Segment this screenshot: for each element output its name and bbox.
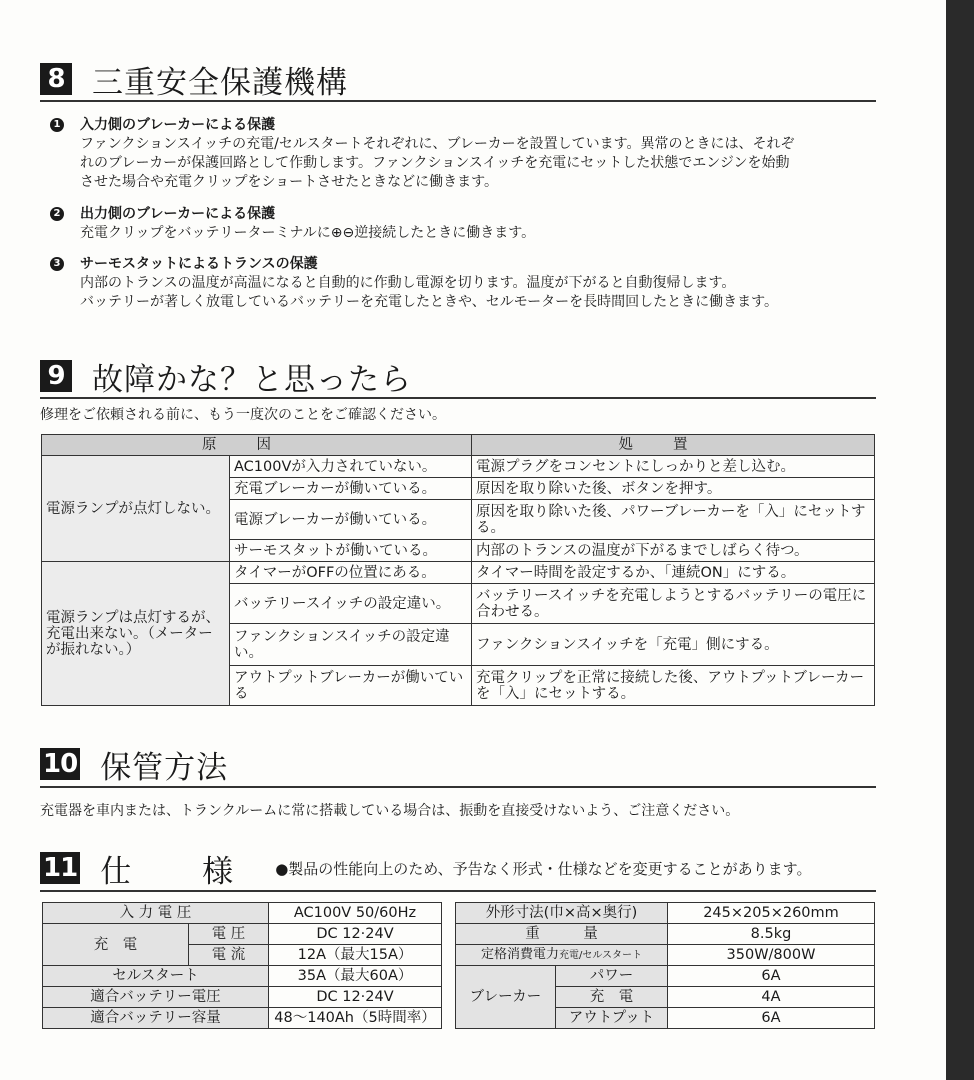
table-row [456,903,875,924]
remedy-cell: 電源プラグをコンセントにしっかりと差し込む。 [472,456,875,478]
table-row [43,903,442,924]
remedy-cell: 原因を取り除いた後、ボタンを押す。 [472,478,875,500]
section-10-header [40,742,876,788]
spec-value: 35A（最大60A） [269,966,442,987]
cause-cell: バッテリースイッチの設定違い。 [230,584,472,624]
spec-label: アウトプット [556,1008,668,1029]
section-title: 三重安全保護機構 [92,64,348,101]
spec-value: DC 12·24V [269,987,442,1008]
power-label-charge: 充電 [558,949,579,961]
spec-label: 電 流 [189,945,269,966]
header-cause: 原因 [42,435,472,456]
spec-table-right [455,902,875,1029]
item-line: ファンクションスイッチの充電/セルスタートそれぞれに、ブレーカーを設置しています。異常のときには、それぞ [80,136,795,152]
item-heading: 入力側のブレーカーによる保護 [80,117,276,133]
power-label-cell: セルスタート [582,949,643,961]
item-line: 内部のトランスの温度が高温になると自動的に作動し電源を切ります。温度が下がると自動復帰します。 [80,275,736,291]
spec-value: 6A [668,1008,875,1029]
cause-cell: 充電ブレーカーが働いている。 [230,478,472,500]
spec-value: 12A（最大15A） [269,945,442,966]
spec-label: 重 量 [456,924,668,945]
spec-label: 定格消費電力充電/セルスタート [456,945,668,966]
spec-label: 充 電 [43,924,189,966]
troubleshoot-intro: 修理をご依頼される前に、もう一度次のことをご確認ください。 [40,407,446,423]
number-bullet: 1 [50,118,64,132]
spec-value: 8.5kg [668,924,875,945]
section-8-header [40,58,876,102]
table-row [43,1008,442,1029]
table-row [456,945,875,966]
item-line: れのブレーカーが保護回路として作動します。ファンクションスイッチを充電にセットした状態でエンジンを始動 [80,155,790,171]
section-number: 10 [40,748,80,780]
remedy-cell: バッテリースイッチを充電しようとするバッテリーの電圧に合わせる。 [472,584,875,624]
section-number: 8 [40,63,72,95]
table-row [43,924,442,945]
spec-label: 適合バッテリー容量 [43,1008,269,1029]
spec-label: ブレーカー [456,966,556,1029]
cause-cell: AC100Vが入力されていない。 [230,456,472,478]
spec-label: 外形寸法(巾×高×奥行) [456,903,668,924]
cause-cell: タイマーがOFFの位置にある。 [230,562,472,584]
spec-value: 4A [668,987,875,1008]
number-bullet: 2 [50,207,64,221]
cause-cell: サーモスタットが働いている。 [230,540,472,562]
section-title: 保管方法 [100,749,229,786]
cause-cell: ファンクションスイッチの設定違い。 [230,624,472,666]
section-number: 11 [40,852,80,884]
spec-value: 245×205×260mm [668,903,875,924]
spec-value: 6A [668,966,875,987]
remedy-cell: 原因を取り除いた後、パワーブレーカーを「入」にセットする。 [472,500,875,540]
spec-value: 48～140Ah（5時間率） [269,1008,442,1029]
table-row [456,966,875,987]
remedy-cell: タイマー時間を設定するか、「連続ON」にする。 [472,562,875,584]
table-row [43,966,442,987]
table-row [42,562,875,584]
remedy-cell: 充電クリップを正常に接続した後、アウトプットブレーカーを「入」にセットする。 [472,666,875,706]
troubleshoot-table [41,434,875,706]
item-line: 充電クリップをバッテリーターミナルに⊕⊖逆接続したときに働きます。 [80,225,536,241]
symptom-cell: 電源ランプは点灯するが、充電出来ない。（メーターが振れない。） [42,562,230,706]
spec-label: 電 圧 [189,924,269,945]
cause-cell: 電源ブレーカーが働いている。 [230,500,472,540]
spec-note: ●製品の性能向上のため、予告なく形式・仕様などを変更することがあります。 [275,859,812,878]
section-title: 故障かな？と思ったら [92,361,412,398]
spec-label: 入 力 電 圧 [43,903,269,924]
table-header-row [42,435,875,456]
protection-item-2 [50,205,880,243]
table-row [42,456,875,478]
protection-item-1 [50,116,880,192]
item-heading: サーモスタットによるトランスの保護 [80,256,318,272]
spec-value: DC 12·24V [269,924,442,945]
spec-value: AC100V 50/60Hz [269,903,442,924]
symptom-cell: 電源ランプが点灯しない。 [42,456,230,562]
item-line: バッテリーが著しく放電しているバッテリーを充電したときや、セルモーターを長時間回したときに働きます。 [80,294,779,310]
table-row [456,924,875,945]
storage-text: 充電器を車内または、トランクルームに常に搭載している場合は、振動を直接受けないよう、ご注意ください。 [40,803,740,819]
cause-cell: アウトプットブレーカーが働いている [230,666,472,706]
remedy-cell: 内部のトランスの温度が下がるまでしばらく待つ。 [472,540,875,562]
table-row [43,987,442,1008]
remedy-cell: ファンクションスイッチを「充電」側にする。 [472,624,875,666]
number-bullet: 3 [50,257,64,271]
item-heading: 出力側のブレーカーによる保護 [80,206,276,222]
power-label: 定格消費電力 [480,946,559,962]
spec-table-left [42,902,442,1029]
item-line: させた場合や充電クリップをショートさせたときなどに働きます。 [80,174,499,190]
spec-label: 適合バッテリー電圧 [43,987,269,1008]
section-9-header [40,355,876,399]
spec-label: セルスタート [43,966,269,987]
section-number: 9 [40,360,72,392]
spec-label: パワー [556,966,668,987]
section-title: 仕 様 [100,853,254,890]
header-remedy: 処置 [472,435,875,456]
section-11-header [40,846,876,892]
protection-item-3 [50,255,880,312]
spec-label: 充 電 [556,987,668,1008]
spec-value: 350W/800W [668,945,875,966]
